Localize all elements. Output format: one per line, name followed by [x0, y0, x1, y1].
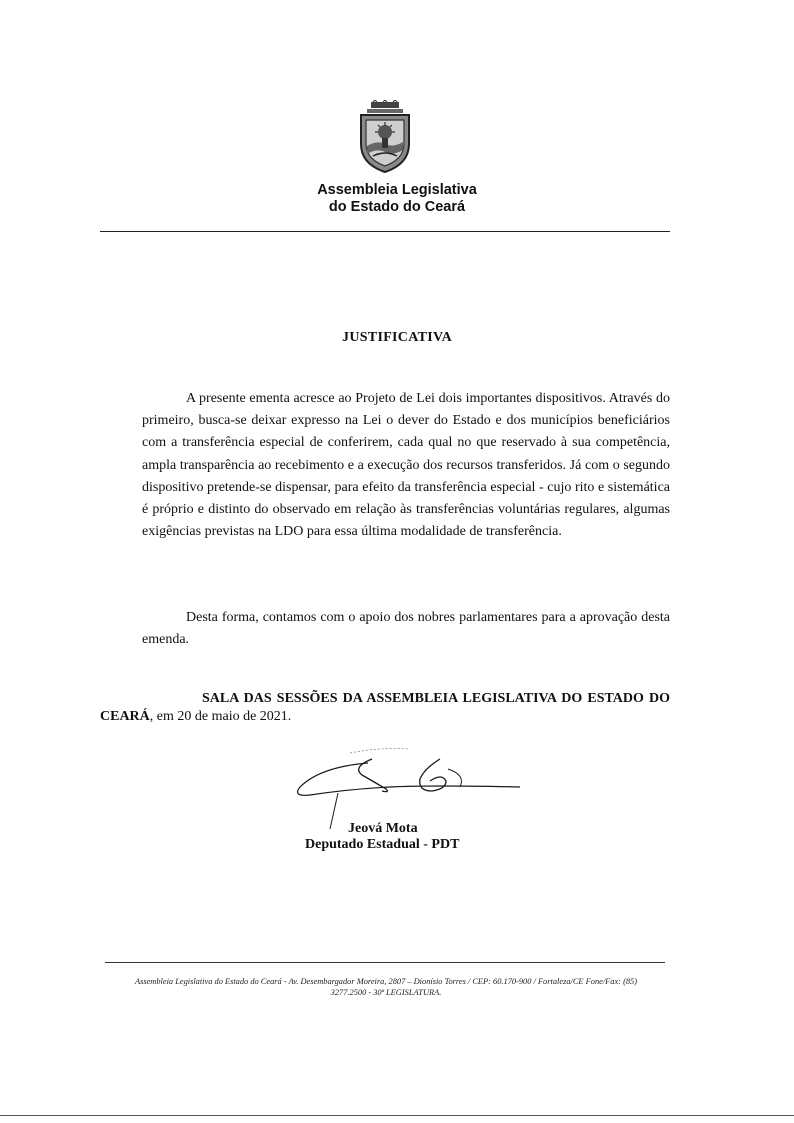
- page-edge-line: [0, 1115, 794, 1116]
- institution-subtitle: do Estado do Ceará: [328, 199, 466, 215]
- closing-bold-text: SALA DAS SESSÕES DA ASSEMBLEIA LEGISLATIVA DO ESTADO DO CEARÁ: [100, 691, 670, 725]
- footer-address: [100, 976, 672, 998]
- footer-line-1: Assembleia Legislativa do Estado do Ceará - Av. Desembargador Moreira, 2807 – Dionísio Torres / CEP: 60.170-900 / Fortaleza/CE Fone/Fax: (85): [134, 977, 638, 986]
- document-title: JUSTIFICATIVA: [342, 330, 452, 345]
- footer-divider: [105, 962, 665, 963]
- closing-statement: [100, 690, 670, 727]
- signer-name: Jeová Mota: [348, 821, 418, 836]
- body-paragraph: Desta forma, contamos com o apoio dos nobres parlamentares para a aprovação desta emenda.: [142, 610, 670, 648]
- signer-role: Deputado Estadual - PDT: [305, 837, 460, 852]
- institution-name: Assembleia Legislativa: [317, 182, 477, 198]
- footer-line-2: 3277.2500 - 30ª LEGISLATURA.: [330, 988, 442, 997]
- header-divider: [100, 231, 670, 232]
- body-paragraph: A presente ementa acresce ao Projeto de Lei dois importantes dispositivos. Através do primeiro, busca-se deixar expresso na Lei o dever do Estado e dos municípios beneficiários com a transferência especial de conferirem, cada qual no que reservado à sua competência, ampla transparência ao recebimento e a execução dos recursos transferidos. Já com o segundo dispositivo pretende-se dispensar, para efeito da transferência especial - cujo rito e sistemática é próprio e distinto do observado em relação às transferências voluntárias regulares, algumas exigências previstas na LDO para essa última modalidade de transferência.: [142, 391, 670, 540]
- closing-date-text: , em 20 de maio de 2021.: [149, 709, 292, 725]
- state-coat-of-arms-icon: [357, 100, 413, 174]
